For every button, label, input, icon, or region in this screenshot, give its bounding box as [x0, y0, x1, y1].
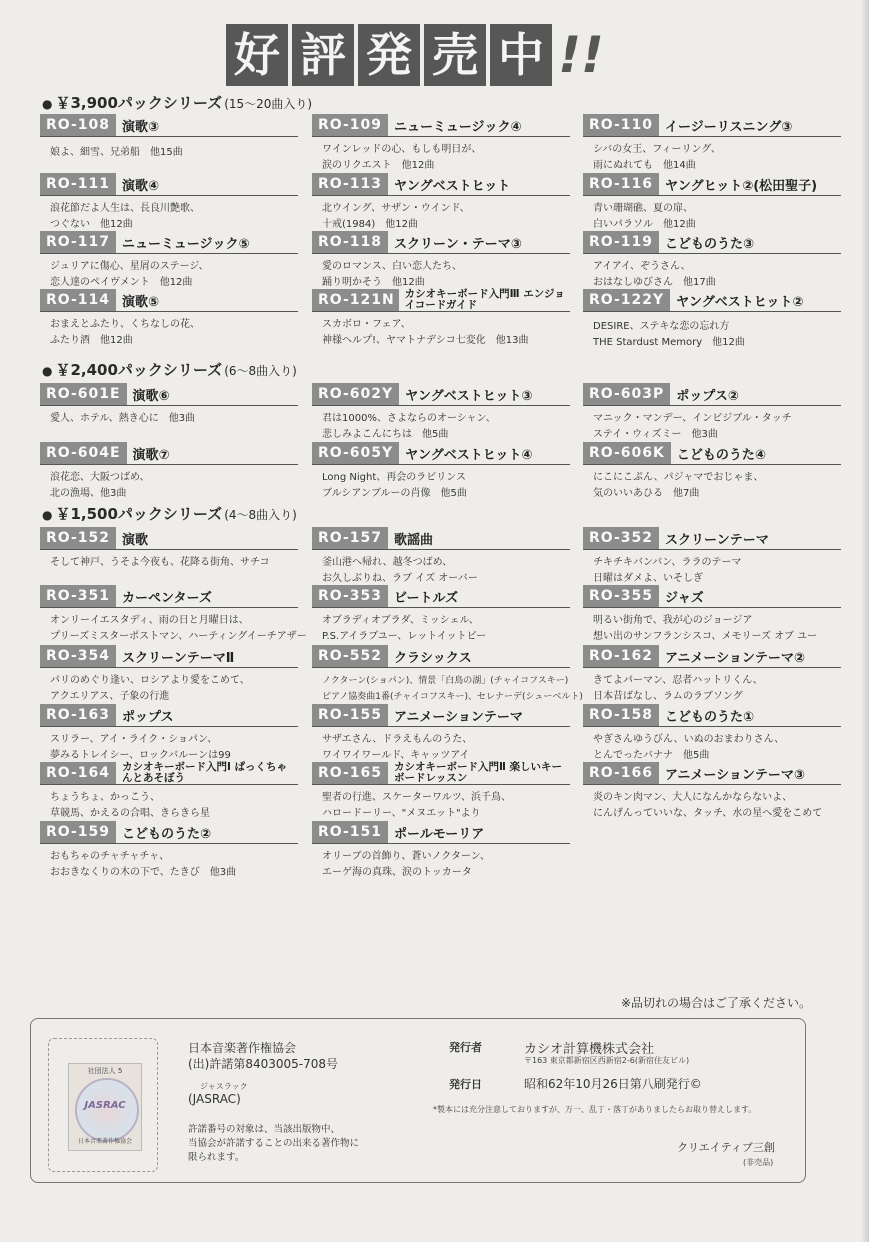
- product-line: THE Stardust Memory 他12曲: [593, 337, 745, 348]
- product-title: 演歌⑥: [132, 388, 170, 404]
- product-line: アイアイ、ぞうさん、: [593, 261, 691, 272]
- product-line: 涙のリクエスト 他12曲: [322, 160, 435, 171]
- series-header-2400: [42, 359, 297, 380]
- product-line: おまえとふたり、くちなしの花、: [50, 319, 200, 330]
- product-line: つぐない 他12曲: [50, 219, 133, 230]
- product-line: とんでったバナナ 他5曲: [593, 750, 710, 761]
- product-item: [40, 762, 298, 822]
- product-code: RO-108: [40, 114, 116, 136]
- product-title: ニューミュージック⑤: [121, 236, 250, 252]
- product-title: 演歌④: [121, 178, 159, 194]
- product-line: おはなしゆびさん 他17曲: [593, 277, 716, 288]
- product-line: 日本昔ばなし、ラムのラブソング: [593, 691, 743, 702]
- product-item: [40, 173, 298, 233]
- colophon-box: [30, 1018, 806, 1183]
- product-code: RO-117: [40, 231, 116, 253]
- out-of-stock-note: ※品切れの場合はご了承ください。: [620, 996, 811, 1010]
- bullet-icon: ●: [42, 364, 53, 378]
- product-code: RO-113: [312, 173, 388, 195]
- issue-date: 昭和62年10月26日第八刷発行©: [524, 1077, 702, 1091]
- permission-note-line: 限られます。: [188, 1152, 245, 1163]
- product-code: RO-166: [583, 762, 659, 784]
- product-item: [583, 173, 841, 233]
- product-title: カシオキーボード入門Ⅰ ぱっくちゃんとあそぼう: [121, 761, 288, 784]
- product-line: エーゲ海の真珠、涙のトッカータ: [322, 867, 472, 878]
- product-item: [312, 114, 570, 174]
- product-code: RO-158: [583, 704, 659, 726]
- product-title: アニメーションテーマ③: [664, 767, 805, 783]
- product-line: スカボロ・フェア、: [322, 319, 411, 330]
- title-char: 発: [358, 24, 420, 86]
- seal-bottom-text: 日本音楽著作権協会: [77, 1138, 132, 1145]
- product-code: RO-164: [40, 762, 116, 784]
- product-title: スクリーンテーマ: [664, 532, 769, 548]
- product-title: イージーリスニング③: [664, 119, 793, 135]
- product-code: RO-118: [312, 231, 388, 253]
- product-code: RO-151: [312, 821, 388, 843]
- product-code: RO-152: [40, 527, 116, 549]
- product-title: ヤングベストヒット: [393, 178, 511, 194]
- product-item: [40, 704, 298, 764]
- product-title: ニューミュージック④: [393, 119, 522, 135]
- product-line: 炎のキン肉マン、大人になんかならないよ、: [593, 792, 793, 803]
- product-item: [312, 585, 570, 645]
- product-line: 気のいいあひる 他7曲: [593, 488, 700, 499]
- product-line: 日曜はダメよ、いそしぎ: [593, 573, 703, 584]
- product-title: スクリーン・テーマ③: [393, 236, 522, 252]
- product-line: ノクターン(ショパン)、情景「白鳥の湖」(チャイコフスキー): [322, 676, 569, 686]
- product-line: 恋人達のペイヴメント 他12曲: [50, 277, 193, 288]
- product-title: ヤングヒット②(松田聖子): [664, 178, 818, 194]
- product-code: RO-165: [312, 762, 388, 784]
- product-item: [40, 383, 298, 427]
- product-item: [312, 821, 570, 881]
- product-line: にんげんっていいな、タッチ、水の星へ愛をこめて: [593, 808, 823, 819]
- product-item: [312, 645, 583, 705]
- product-code: RO-119: [583, 231, 659, 253]
- title-exclaim: !!: [558, 26, 604, 84]
- product-item: [312, 704, 570, 764]
- product-line: オブラディオブラダ、ミッシェル、: [322, 615, 479, 626]
- product-line: アクエリアス、子象の行進: [50, 691, 170, 702]
- product-item: [583, 114, 841, 174]
- product-item: [583, 289, 841, 351]
- publisher-name: カシオ計算機株式会社: [524, 1042, 655, 1057]
- product-code: RO-163: [40, 704, 116, 726]
- product-line: 青い珊瑚礁、夏の扉、: [593, 203, 693, 214]
- product-code: RO-116: [583, 173, 659, 195]
- product-line: 十戒(1984) 他12曲: [322, 219, 418, 230]
- product-line: 北ウイング、サザン・ウインド、: [322, 203, 470, 214]
- series-header-1500: [42, 503, 297, 524]
- product-title: スクリーンテーマⅡ: [121, 650, 235, 666]
- title-char: 中: [490, 24, 552, 86]
- product-line: 雨にぬれても 他14曲: [593, 160, 696, 171]
- seal-frame: [48, 1038, 158, 1172]
- product-line: プリーズミスターポストマン、ハーティングイーチアザー: [50, 631, 307, 642]
- publisher-address: 〒163 東京都新宿区西新宿2-6(新宿住友ビル): [524, 1056, 690, 1065]
- product-item: [312, 383, 570, 443]
- title-char: 評: [292, 24, 354, 86]
- product-code: RO-605Y: [312, 442, 399, 464]
- product-title: 演歌⑦: [132, 447, 170, 463]
- product-item: [40, 289, 298, 349]
- product-line: にこにこぷん、パジャマでおじゃま、: [593, 472, 764, 483]
- binding-disclaimer: *製本には充分注意しておりますが、万一、乱丁・落丁がありましたらお取り替えします。: [433, 1105, 757, 1114]
- product-title: 歌謡曲: [393, 532, 433, 548]
- product-line: 明るい街角で、我が心のジョージア: [593, 615, 753, 626]
- product-item: [583, 762, 841, 822]
- product-line: そして神戸、うそよ今夜も、花降る街角、サチコ: [50, 557, 270, 568]
- product-item: [312, 289, 570, 349]
- product-code: RO-353: [312, 585, 388, 607]
- product-line: 釜山港へ帰れ、越冬つばめ、: [322, 557, 453, 568]
- product-item: [583, 442, 841, 502]
- product-line: ステイ・ウィズミー 他3曲: [593, 429, 718, 440]
- product-line: おもちゃのチャチャチャ、: [50, 851, 170, 862]
- product-line: 北の漁場、他3曲: [50, 488, 127, 499]
- product-line: スリラー、アイ・ライク・ショパン、: [50, 734, 218, 745]
- product-code: RO-159: [40, 821, 116, 843]
- product-item: [40, 442, 298, 502]
- title-char: 売: [424, 24, 486, 86]
- product-item: [40, 585, 307, 645]
- jasrac-label: (JASRAC): [188, 1092, 241, 1106]
- product-line: ハロードーリー、"メヌエット"より: [322, 808, 481, 819]
- series-count: (6～8曲入り): [224, 364, 297, 378]
- permission-note-line: 当協会が許諾することの出来る著作物に: [188, 1138, 360, 1149]
- product-line: お久しぶりね、ラブ イズ オーバー: [322, 573, 478, 584]
- product-code: RO-122Y: [583, 289, 670, 311]
- page-title: [226, 24, 606, 86]
- product-title: クラシックス: [393, 650, 472, 666]
- product-line: ブルシアンブルーの肖像 他5曲: [322, 488, 467, 499]
- product-item: [40, 821, 298, 881]
- product-code: RO-601E: [40, 383, 127, 405]
- product-line: チキチキバンバン、ララのテーマ: [593, 557, 742, 568]
- product-title: アニメーションテーマ: [393, 709, 523, 725]
- product-code: RO-602Y: [312, 383, 399, 405]
- product-line: ちょうちょ、かっこう、: [50, 792, 160, 803]
- product-line: サザエさん、ドラえもんのうた、: [322, 734, 473, 745]
- product-code: RO-110: [583, 114, 659, 136]
- product-line: マニック・マンデー、インビジブル・タッチ: [593, 413, 792, 424]
- product-item: [40, 231, 298, 291]
- product-line: 想い出のサンフランシスコ、メモリーズ オブ ユー: [593, 631, 818, 642]
- product-line: 浪花恋、大阪つばめ、: [50, 472, 150, 483]
- product-title: カーペンターズ: [121, 590, 212, 606]
- product-code: RO-121N: [312, 289, 399, 311]
- product-item: [583, 585, 841, 645]
- product-line: ワイワイワールド、キャッツアイ: [322, 750, 470, 761]
- seal-logo-text: JASRAC: [84, 1100, 126, 1111]
- product-item: [583, 231, 841, 291]
- product-title: ヤングベストヒット④: [405, 447, 533, 463]
- product-line: 草競馬、かえるの合唱、きらきら星: [50, 808, 210, 819]
- product-code: RO-603P: [583, 383, 670, 405]
- product-title: こどものうた③: [664, 236, 754, 252]
- product-line: おおきなくりの木の下で、たきび 他3曲: [50, 867, 237, 878]
- product-title: ビートルズ: [393, 590, 459, 606]
- product-line: パリのめぐり逢い、ロシアより愛をこめて、: [50, 675, 250, 686]
- license-number: (出)許諾第8403005-708号: [188, 1057, 339, 1071]
- product-item: [583, 704, 841, 764]
- product-title: ヤングベストヒット②: [676, 294, 804, 310]
- org-name: 日本音楽著作権協会: [188, 1041, 297, 1055]
- product-line: きてよパーマン、忍者ハットリくん、: [593, 675, 763, 686]
- product-item: [312, 442, 570, 502]
- product-line: シバの女王、フィーリング、: [593, 144, 721, 155]
- product-item: [312, 762, 570, 822]
- title-char: 好: [226, 24, 288, 86]
- product-line: やぎさんゆうびん、いぬのおまわりさん、: [593, 734, 785, 745]
- product-item: [312, 527, 570, 587]
- product-item: [40, 527, 298, 571]
- product-line: 愛のロマンス、白い恋人たち、: [322, 261, 462, 272]
- page-edge-shadow: [861, 0, 869, 1242]
- product-title: ポールモーリア: [393, 826, 485, 842]
- product-code: RO-604E: [40, 442, 127, 464]
- product-code: RO-355: [583, 585, 659, 607]
- product-title: ポップス②: [676, 388, 739, 404]
- product-title: ヤングベストヒット③: [405, 388, 533, 404]
- product-line: DESIRE、ステキな恋の忘れ方: [593, 321, 730, 332]
- product-line: ピアノ協奏曲1番(チャイコフスキー)、セレナーデ(シューベルト): [322, 692, 583, 702]
- jasrac-ruby: ジャスラック: [200, 1082, 248, 1091]
- product-title: アニメーションテーマ②: [664, 650, 805, 666]
- publisher-label: 発行者: [449, 1041, 482, 1054]
- product-code: RO-109: [312, 114, 388, 136]
- product-item: [312, 173, 570, 233]
- product-line: ワインレッドの心、もしも明日が、: [322, 144, 482, 155]
- product-title: 演歌③: [121, 119, 159, 135]
- product-title: こどものうた②: [121, 826, 211, 842]
- bullet-icon: ●: [42, 97, 53, 111]
- product-code: RO-351: [40, 585, 116, 607]
- product-code: RO-155: [312, 704, 388, 726]
- jasrac-seal: [68, 1063, 142, 1151]
- product-line: オンリーイエスタディ、雨の日と月曜日は、: [50, 615, 249, 626]
- product-title: ポップス: [121, 709, 174, 725]
- product-line: 娘よ、細雪、兄弟船 他15曲: [50, 147, 183, 158]
- series-count: (15～20曲入り): [224, 97, 313, 111]
- series-header-3900: [42, 92, 312, 113]
- product-title: 演歌: [121, 532, 148, 548]
- not-for-sale: (非売品): [743, 1158, 774, 1167]
- permission-note-line: 許諾番号の対象は、当該出版物中、: [188, 1124, 341, 1135]
- product-title: 演歌⑤: [121, 294, 159, 310]
- product-code: RO-114: [40, 289, 116, 311]
- product-line: 悲しみよこんにちは 他5曲: [322, 429, 449, 440]
- product-item: [583, 527, 841, 587]
- product-line: 愛人、ホテル、熱き心に 他3曲: [50, 413, 196, 424]
- product-line: オリーブの首飾り、蒼いノクターン、: [322, 851, 490, 862]
- product-code: RO-111: [40, 173, 116, 195]
- product-code: RO-352: [583, 527, 659, 549]
- series-name: ￥1,500パックシリーズ: [55, 505, 223, 523]
- product-line: P.S.アイラブユー、レットイットビー: [322, 631, 487, 642]
- product-line: 君は1000%、さよならのオーシャン、: [322, 413, 496, 424]
- product-title: ジャズ: [664, 590, 704, 606]
- product-item: [583, 383, 841, 443]
- product-line: 神様ヘルプ!、ヤマトナデシコ七変化 他13曲: [322, 335, 529, 346]
- product-item: [40, 114, 298, 161]
- seal-top-text: 社団法人 5: [87, 1067, 123, 1075]
- product-code: RO-606K: [583, 442, 671, 464]
- product-line: ジュリアに傷心、星屑のステージ、: [50, 261, 209, 272]
- product-item: [312, 231, 570, 291]
- product-code: RO-354: [40, 645, 116, 667]
- product-line: 聖者の行進、スケーターワルツ、浜千鳥、: [322, 792, 511, 803]
- product-line: 踊り明かそう 他12曲: [322, 277, 425, 288]
- product-item: [583, 645, 841, 705]
- product-item: [40, 645, 298, 705]
- product-line: ふたり酒 他12曲: [50, 335, 133, 346]
- product-line: 夢みるトレイシー、ロックバルーンは99: [50, 750, 231, 761]
- issue-date-label: 発行日: [449, 1078, 482, 1091]
- product-code: RO-157: [312, 527, 388, 549]
- product-title: カシオキーボード入門Ⅲ エンジョイコードガイド: [404, 288, 565, 311]
- series-name: ￥3,900パックシリーズ: [55, 94, 223, 112]
- product-title: こどものうた④: [676, 447, 766, 463]
- product-title: こどものうた①: [664, 709, 754, 725]
- product-title: カシオキーボード入門Ⅱ 楽しいキーボードレッスン: [393, 761, 563, 784]
- series-count: (4～8曲入り): [224, 508, 297, 522]
- creator-name: クリエイティブ三創: [677, 1141, 775, 1154]
- product-line: 白いパラソル 他12曲: [593, 219, 696, 230]
- product-code: RO-162: [583, 645, 659, 667]
- product-code: RO-552: [312, 645, 388, 667]
- product-line: Long Night、再会のラビリンス: [322, 472, 466, 483]
- product-line: 浪花節だよ人生は、長良川艶歌、: [50, 203, 200, 214]
- bullet-icon: ●: [42, 508, 53, 522]
- series-name: ￥2,400パックシリーズ: [55, 361, 223, 379]
